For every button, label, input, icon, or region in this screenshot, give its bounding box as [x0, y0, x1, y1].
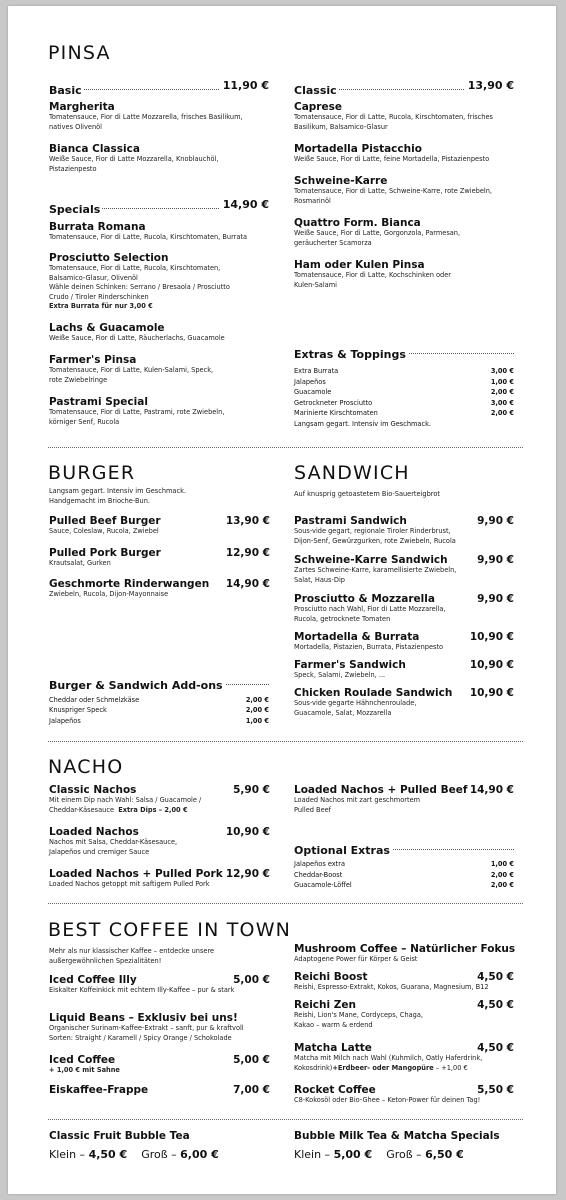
extra-row: Jalapeños 1,00 €	[294, 378, 514, 386]
menu-item-classic-fruit-bubble-tea: Classic Fruit Bubble Tea Klein – 4,50 € Groß – 6,00 €	[49, 1130, 219, 1161]
addon-row: Knuspriger Speck 2,00 €	[49, 706, 269, 714]
menu-item-pulled-pork-burger: Pulled Pork Burger 12,90 € Krautsalat, Gurken	[49, 547, 270, 567]
section-title-burger: BURGER	[48, 462, 136, 484]
classic-header: Classic 13,90 €	[294, 79, 514, 97]
menu-item-caprese: Caprese Tomatensauce, Fior di Latte, Rucola, Kirschtomaten, frisches Basilikum, Balsamico-Glasur	[294, 101, 493, 131]
menu-item-loaded-nachos: Loaded Nachos 10,90 € Nachos mit Salsa, Cheddar-Käsesauce, Jalapeños und cremiger Sauce	[49, 826, 270, 856]
menu-item-rocket-coffee: Rocket Coffee 5,50 € C8-Kokosöl oder Bio-Ghee – Keton-Power für deinen Tag!	[294, 1084, 514, 1104]
extra-row: Guacamole 2,00 €	[294, 388, 514, 396]
addons-header: Burger & Sandwich Add-ons	[49, 674, 269, 688]
optional-extra-row: Guacamole-Löffel 2,00 €	[294, 881, 514, 889]
menu-item-pulled-beef-burger: Pulled Beef Burger 13,90 € Sauce, Coleslaw, Rucola, Zwiebel	[49, 515, 270, 535]
specials-price: 14,90 €	[220, 198, 269, 211]
extra-row: Extra Burrata 3,00 €	[294, 367, 514, 375]
menu-page: PINSA Basic 11,90 € Margherita Tomatensauce, Fior di Latte Mozzarella, frisches Basilikum, natives Olivenöl Bianca Classica Weiße Sauce, Fior di Latte Mozzarella, Knoblauchöl, Pistazienpesto Specials 14,90 € Burrata Romana Tomatensauce, Fior di Latte, Rucola, Kirschtomaten, Burrata Prosciutto Selection Tomatensauce, Fior di Latte, Rucola, Kirschtomaten, Balsamico-Glasur, Olivenöl Wähle deinen Schinken: Serrano / Bresaola / Prosciutto Crudo / Tiroler Rinderschinken Extra Burrata für nur 3,00 € Lachs & Guacamole Weiße Sauce, Fior di Latte, Räucherlachs, Guacamole Farmer's Pinsa Tomatensauce, Fior di Latte, Kulen-Salami, Speck, rote Zwiebelringe Pastrami Special Tomatensauce, Fior di Latte, Pastrami, rote Zwiebeln, körniger Senf, Rucola Classic 13,90 € Caprese Tomatensauce, Fior di Latte, Rucola, Kirschtomaten, frisches Basilikum, Balsamico-Glasur Mortadella Pistacchio Weiße Sauce, Fior di Latte, feine Mortadella, Pistazienpesto Schweine-Karre Tomatensauce, Fior di Latte, Schweine-Karre, rote Zwiebeln, Rosmarinöl Quattro Form. Bianca Weiße Sauce, Fior di Latte, Gorgonzola, Parmesan, geräucherter Scamorza Ham oder Kulen Pinsa Tomatensauce, Fior di Latte, Kochschinken oder Kulen-Salami Extras & Toppings Extra Burrata 3,00 € Jalapeños 1,00 € Guacamole 2,00 € Getrockneter Prosciutto 3,00 € Marinierte Kirschtomaten 2,00 € Langsam gegart. Intensiv im Geschmack. BURGER Langsam gegart. Intensiv im Geschmack. Handgemacht im Brioche-Bun. Pulled Beef Burger 13,90 € Sauce, Coleslaw, Rucola, Zwiebel Pulled Pork Burger 12,90 € Krautsalat, Gurken Geschmorte Rinderwangen 14,90 € Zwiebeln, Rucola, Dijon-Mayonnaise Burger & Sandwich Add-ons Cheddar oder Schmelzkäse 2,00 € Knuspriger Speck 2,00 € Jalapeños 1,00 € SANDWICH Auf knusprig getoastetem Bio-Sauerteigbrot Pastrami Sandwich 9,90 € Sous-vide gegart, regionale Tiroler Rinderbrust, Dijon-Senf, Gewürzgurken, rote Zwiebeln, Rucola Schweine-Karre Sandwich 9,90 € Zartes Schweine-Karre, karamellisierte Zwiebeln, Salat, Haus-Dip Prosciutto & Mozzarella 9,90 € Prosciutto nach Wahl, Fior di Latte Mozzarella, Rucola, getrocknete Tomaten Mortadella & Burrata 10,90 € Mortadella, Pistazien, Burrata, Pistazienpesto Farmer's Sandwich 10,90 € Speck, Salami, Zwiebeln, ... Chicken Roulade Sandwich 10,90 € Sous-vide gegarte Hähnchenroulade, Guacamole, Salat, Mozzarella NACHO Classic Nachos 5,90 € Mit einem Dip nach Wahl: Salsa / Guacamole / Cheddar-Käsesauce Extra Dips – 2,00 € Loaded Nachos 10,90 € Nachos mit Salsa, Cheddar-Käsesauce, Jalapeños und cremiger Sauce Loaded Nachos + Pulled Pork 12,90 € Loaded Nachos getoppt mit saftigem Pulled Pork Loaded Nachos + Pulled Beef 14,90 € Loaded Nachos mit zart geschmortem Pulled Beef Optional Extras Jalapeños extra 1,00 € Cheddar-Boost 2,00 € Guacamole-Löffel 2,00 € BEST COFFEE IN TOWN Mehr als nur klassischer Kaffee – entdecke unsere außergewöhnlichen Spezialitäten! Iced Coffee Illy 5,00 € Eiskalter Koffeinkick mit echtem Illy-Kaffee – pur & stark Liquid Beans – Exklusiv bei uns! Organischer Surinam-Kaffee-Extrakt – sanft, pur & kraftvoll Sorten: Straight / Karamell / Spicy Orange / Schokolade Iced Coffee 5,00 € + 1,00 € mit Sahne Eiskaffee-Frappe 7,00 € Mushroom Coffee – Natürlicher Fokus Adaptogene Power für Körper & Geist Reichi Boost 4,50 € Reishi, Espresso-Extrakt, Kokos, Guarana, Magnesium, B12 Reichi Zen 4,50 € Reishi, Lion's Mane, Cordyceps, Chaga, Kakao – warm & erdend Matcha Latte 4,50 € Matcha mit Milch nach Wahl (Kuhmilch, Oatly Haferdrink, Kokosdrink)+Erdbeer- oder Mangopüre – +1,00 € Rocket Coffee 5,50 € C8-Kokosöl oder Bio-Ghee – Keton-Power für deinen Tag! Classic Fruit Bubble Tea Klein – 4,50 € Groß – 6,00 € Bubble Milk Tea & Matcha Specials Klein – 5,00 € Groß – 6,50 €	[8, 6, 556, 1194]
menu-item-chicken-roulade: Chicken Roulade Sandwich 10,90 € Sous-vide gegarte Hähnchenroulade, Guacamole, Salat, Mozzarella	[294, 687, 514, 717]
menu-item-schweine-karre-sandwich: Schweine-Karre Sandwich 9,90 € Zartes Schweine-Karre, karamellisierte Zwiebeln, Salat, Haus-Dip	[294, 554, 514, 584]
menu-item-farmers-sandwich: Farmer's Sandwich 10,90 € Speck, Salami, Zwiebeln, ...	[294, 659, 514, 679]
menu-item-pastrami-special: Pastrami Special Tomatensauce, Fior di Latte, Pastrami, rote Zwiebeln, körniger Senf, Rucola	[49, 396, 225, 426]
section-divider	[48, 903, 523, 904]
menu-item-iced-coffee-illy: Iced Coffee Illy 5,00 € Eiskalter Koffeinkick mit echtem Illy-Kaffee – pur & stark	[49, 974, 270, 994]
section-title-coffee: BEST COFFEE IN TOWN	[48, 919, 292, 941]
addon-row: Cheddar oder Schmelzkäse 2,00 €	[49, 696, 269, 704]
extra-row: Getrockneter Prosciutto 3,00 €	[294, 399, 514, 407]
menu-item-prosciutto-selection: Prosciutto Selection Tomatensauce, Fior di Latte, Rucola, Kirschtomaten, Balsamico-Glasur, Olivenöl Wähle deinen Schinken: Serrano / Bresaola / Prosciutto Crudo / Tiroler Rinderschinken Extra Burrata für nur 3,00 €	[49, 252, 230, 310]
section-title-sandwich: SANDWICH	[294, 462, 410, 484]
section-title-nacho: NACHO	[48, 756, 124, 778]
menu-item-mortadella-pistacchio: Mortadella Pistacchio Weiße Sauce, Fior di Latte, feine Mortadella, Pistazienpesto	[294, 143, 490, 163]
menu-item-margherita: Margherita Tomatensauce, Fior di Latte Mozzarella, frisches Basilikum, natives Olivenöl	[49, 101, 243, 131]
optional-extras-header: Optional Extras	[294, 839, 514, 853]
menu-item-pastrami-sandwich: Pastrami Sandwich 9,90 € Sous-vide gegart, regionale Tiroler Rinderbrust, Dijon-Senf, Gewürzgurken, rote Zwiebeln, Rucola	[294, 515, 514, 545]
extras-note: Langsam gegart. Intensiv im Geschmack.	[294, 420, 432, 428]
menu-item-bianca: Bianca Classica Weiße Sauce, Fior di Latte Mozzarella, Knoblauchöl, Pistazienpesto	[49, 143, 219, 173]
basic-header: Basic 11,90 €	[49, 79, 269, 97]
menu-item-ham-kulen: Ham oder Kulen Pinsa Tomatensauce, Fior di Latte, Kochschinken oder Kulen-Salami	[294, 259, 451, 289]
menu-item-burrata-romana: Burrata Romana Tomatensauce, Fior di Latte, Rucola, Kirschtomaten, Burrata	[49, 221, 248, 241]
menu-item-lachs-guacamole: Lachs & Guacamole Weiße Sauce, Fior di Latte, Räucherlachs, Guacamole	[49, 322, 225, 342]
menu-item-matcha-latte: Matcha Latte 4,50 € Matcha mit Milch nach Wahl (Kuhmilch, Oatly Haferdrink, Kokosdrink)+Erdbeer- oder Mangopüre – +1,00 €	[294, 1042, 514, 1072]
classic-price: 13,90 €	[465, 79, 514, 92]
optional-extra-row: Cheddar-Boost 2,00 €	[294, 871, 514, 879]
menu-item-loaded-nachos-beef: Loaded Nachos + Pulled Beef 14,90 € Loaded Nachos mit zart geschmortem Pulled Beef	[294, 784, 514, 814]
menu-item-liquid-beans: Liquid Beans – Exklusiv bei uns! Organischer Surinam-Kaffee-Extrakt – sanft, pur & kraftvoll Sorten: Straight / Karamell / Spicy Orange / Schokolade	[49, 1012, 244, 1042]
addon-row: Jalapeños 1,00 €	[49, 717, 269, 725]
extra-row: Marinierte Kirschtomaten 2,00 €	[294, 409, 514, 417]
menu-item-eiskaffee-frappe: Eiskaffee-Frappe 7,00 €	[49, 1084, 270, 1096]
basic-price: 11,90 €	[220, 79, 269, 92]
extras-header: Extras & Toppings	[294, 343, 514, 357]
menu-item-quattro-formaggi: Quattro Form. Bianca Weiße Sauce, Fior di Latte, Gorgonzola, Parmesan, geräucherter Scamorza	[294, 217, 461, 247]
section-divider	[48, 447, 523, 448]
menu-item-bubble-milk-tea: Bubble Milk Tea & Matcha Specials Klein – 5,00 € Groß – 6,50 €	[294, 1130, 500, 1161]
section-divider	[48, 1119, 523, 1120]
menu-item-reichi-zen: Reichi Zen 4,50 € Reishi, Lion's Mane, Cordyceps, Chaga, Kakao – warm & erdend	[294, 999, 514, 1029]
menu-item-reichi-boost: Reichi Boost 4,50 € Reishi, Espresso-Extrakt, Kokos, Guarana, Magnesium, B12	[294, 971, 514, 991]
menu-item-schweine-karre: Schweine-Karre Tomatensauce, Fior di Latte, Schweine-Karre, rote Zwiebeln, Rosmarinöl	[294, 175, 493, 205]
menu-item-rinderwangen: Geschmorte Rinderwangen 14,90 € Zwiebeln, Rucola, Dijon-Mayonnaise	[49, 578, 270, 598]
menu-item-prosciutto-mozzarella: Prosciutto & Mozzarella 9,90 € Prosciutto nach Wahl, Fior di Latte Mozzarella, Rucola, getrocknete Tomaten	[294, 593, 514, 623]
menu-item-classic-nachos: Classic Nachos 5,90 € Mit einem Dip nach Wahl: Salsa / Guacamole / Cheddar-Käsesauce Extra Dips – 2,00 €	[49, 784, 270, 814]
menu-item-mortadella-burrata: Mortadella & Burrata 10,90 € Mortadella, Pistazien, Burrata, Pistazienpesto	[294, 631, 514, 651]
menu-item-mushroom-coffee: Mushroom Coffee – Natürlicher Fokus Adaptogene Power für Körper & Geist	[294, 943, 516, 963]
menu-item-iced-coffee: Iced Coffee 5,00 € + 1,00 € mit Sahne	[49, 1054, 270, 1074]
section-title-pinsa: PINSA	[48, 42, 111, 64]
menu-item-loaded-nachos-pork: Loaded Nachos + Pulled Pork 12,90 € Loaded Nachos getoppt mit saftigem Pulled Pork	[49, 868, 270, 888]
optional-extra-row: Jalapeños extra 1,00 €	[294, 860, 514, 868]
specials-header: Specials 14,90 €	[49, 198, 269, 216]
menu-item-farmers-pinsa: Farmer's Pinsa Tomatensauce, Fior di Latte, Kulen-Salami, Speck, rote Zwiebelringe	[49, 354, 214, 384]
section-divider	[48, 741, 523, 742]
